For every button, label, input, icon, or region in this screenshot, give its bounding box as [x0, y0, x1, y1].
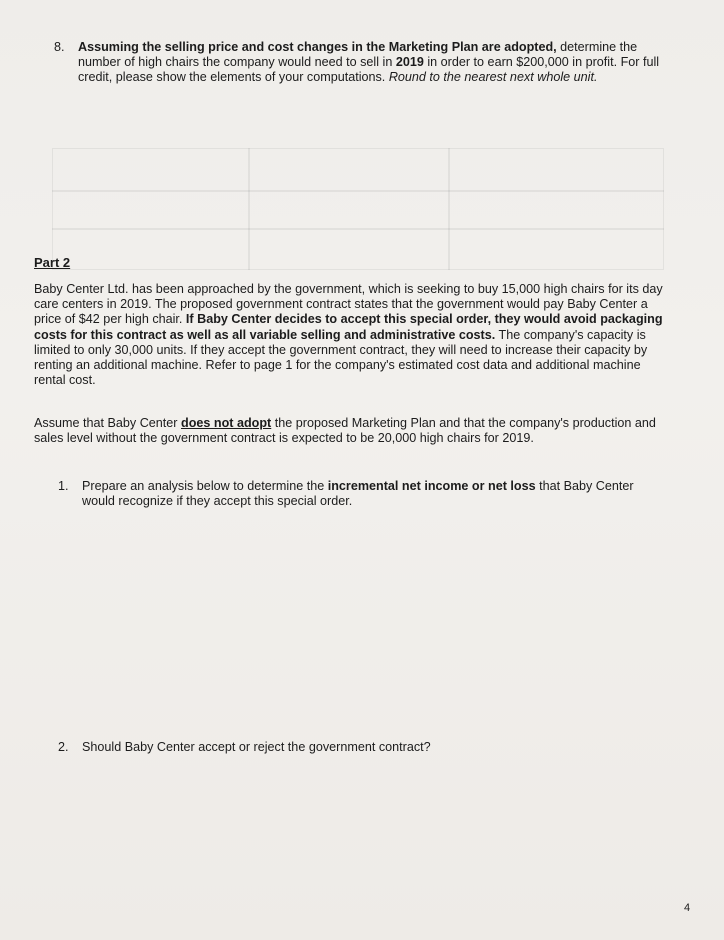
page-number: 4: [684, 902, 691, 914]
question-8-rounding-note: Round to the nearest next whole unit.: [388, 70, 598, 84]
bleed-through-table-row: [52, 190, 664, 192]
bleed-through-table: [52, 148, 664, 270]
part-2-paragraph-1: Baby Center Ltd. has been approached by the government, which is seeking to buy 15,000 high chairs for its day care centers in 2019. The proposed government contract states that the government would pay Baby Center a price of $42 per high chair. If Baby Center decides to accept this special order, they would avoid packaging costs for this contract as well as all variable selling and administrative costs. The company's capacity is limited to only 30,000 units. If they accept the government contract, they will need to increase their capacity by renting an additional machine. Refer to page 1 for the company's estimated cost data and additional machine rental cost.: [34, 282, 663, 388]
does-not-adopt-emphasis: does not adopt: [181, 416, 272, 430]
question-8-year: 2019: [395, 55, 424, 69]
bleed-through-table-row: [52, 228, 664, 230]
part-2-paragraph-2: Assume that Baby Center does not adopt the proposed Marketing Plan and that the company's production and sales level without the government contract is expected to be 20,000 high chairs for 2019.: [34, 416, 656, 446]
incremental-net-income-emphasis: incremental net income or net loss: [327, 479, 536, 493]
question-1-text: Prepare an analysis below to determine the incremental net income or net loss that Baby Center would recognize if they accept this special order.: [82, 479, 634, 509]
part-2-heading: Part 2: [34, 255, 71, 270]
question-1-number: 1.: [58, 479, 69, 493]
bleed-through-table-col: [248, 148, 250, 270]
question-1: [58, 479, 658, 509]
special-order-condition: If Baby Center decides to accept this special order, they would avoid packaging costs for this contract as well as all variable selling and administrative costs.: [34, 312, 663, 342]
bleed-through-table-col: [448, 148, 450, 270]
question-2: [58, 740, 658, 755]
question-8: [54, 40, 664, 85]
question-8-lead: Assuming the selling price and cost changes in the Marketing Plan are adopted,: [78, 40, 557, 54]
question-8-number: 8.: [54, 40, 65, 54]
question-8-text: Assuming the selling price and cost changes in the Marketing Plan are adopted, determine the number of high chairs the company would need to sell in 2019 in order to earn $200,000 in profit. For full credit, please show the elements of your computations. Round to the nearest next whole unit.: [78, 40, 660, 84]
question-2-number: 2.: [58, 740, 69, 754]
question-2-text: Should Baby Center accept or reject the government contract?: [82, 740, 431, 754]
